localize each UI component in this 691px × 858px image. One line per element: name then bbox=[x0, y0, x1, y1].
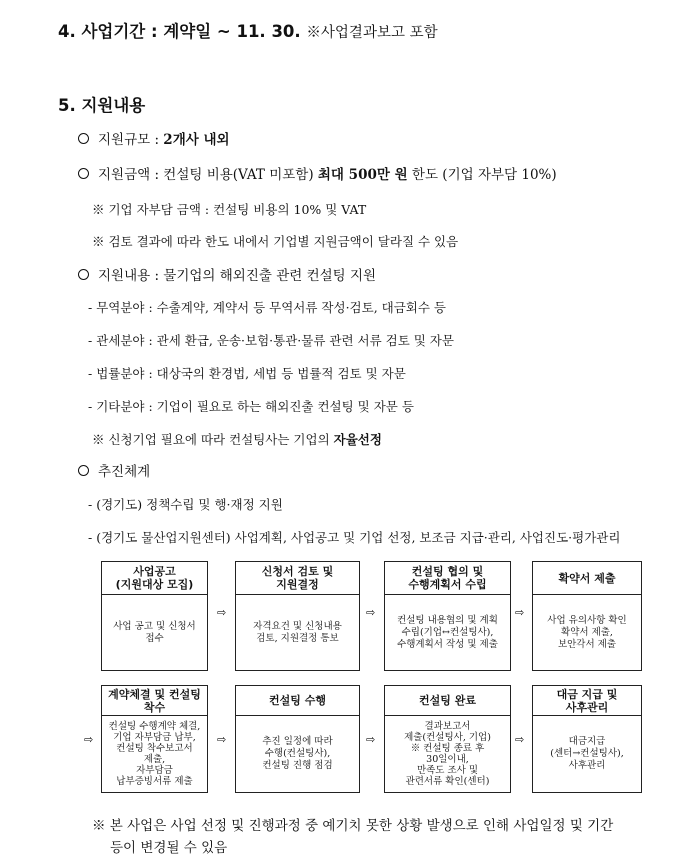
flow-arrow-icon: ⇨ bbox=[217, 606, 227, 619]
circle-bullet-icon bbox=[78, 133, 89, 144]
flow-arrow-icon: ⇨ bbox=[515, 606, 525, 619]
section-4-title: 4. 사업기간 : 계약일 ~ 11. 30. bbox=[58, 22, 301, 41]
flow-arrow-icon: ⇨ bbox=[515, 733, 525, 746]
support-scale-line: 지원규모 : 2개사 내외 bbox=[78, 128, 230, 148]
support-amount-max: 최대 500만 원 bbox=[317, 167, 408, 183]
section-4-heading bbox=[58, 18, 438, 42]
flow-box-execution: 컨설팅 수행 추진 일정에 따라 수행(컨설팅사), 컨설팅 진행 점검 bbox=[235, 685, 360, 793]
flow-box-completion: 컨설팅 완료 결과보고서 제출(컨설팅사, 기업) ※ 컨설팅 종료 후 30일이내, 만족도 조사 및 관련서류 확인(센터) bbox=[384, 685, 511, 793]
flow-box-contract: 계약체결 및 컨설팅 착수 컨설팅 수행계약 체결, 기업 자부담금 납부, 컨설팅 착수보고서 제출, 자부담금 납부증빙서류 제출 bbox=[101, 685, 208, 793]
field-etc: - 기타분야 : 기업이 필요로 하는 해외진출 컨설팅 및 자문 등 bbox=[88, 399, 414, 414]
flow-box-payment: 대금 지급 및 사후관리 대금지급 (센터→컨설팅사), 사후관리 bbox=[532, 685, 642, 793]
flow-arrow-icon: ⇨ bbox=[366, 606, 376, 619]
flow-box-pledge: 확약서 제출 사업 유의사항 확인 확약서 제출, 보안각서 제출 bbox=[532, 561, 642, 671]
section-4-note: ※사업결과보고 포함 bbox=[306, 25, 438, 41]
flow-arrow-icon: ⇨ bbox=[84, 733, 94, 746]
field-customs: - 관세분야 : 관세 환급, 운송·보험·통관·물류 관련 서류 검토 및 자문 bbox=[88, 333, 454, 348]
flow-box-planning: 컨설팅 협의 및 수행계획서 수립 컨설팅 내용협의 및 계획 수립(기업↔컨설팅사), 수행계획서 작성 및 제출 bbox=[384, 561, 511, 671]
field-trade: - 무역분야 : 수출계약, 계약서 등 무역서류 작성·검토, 대금회수 등 bbox=[88, 300, 446, 315]
footer-note-line-2: 등이 변경될 수 있음 bbox=[110, 840, 228, 856]
footer-note-line-1: ※ 본 사업은 사업 선정 및 진행과정 중 예기치 못한 상황 발생으로 인해 사업일정 및 기간 bbox=[92, 818, 614, 834]
flow-arrow-icon: ⇨ bbox=[217, 733, 227, 746]
system-item-province: - (경기도) 정책수립 및 행·재정 지원 bbox=[88, 497, 283, 512]
system-item-center: - (경기도 물산업지원센터) 사업계획, 사업공고 및 기업 선정, 보조금 지급·관리, 사업진도·평가관리 bbox=[88, 530, 621, 545]
support-content-line: 지원내용 : 물기업의 해외진출 관련 컨설팅 지원 bbox=[78, 264, 376, 284]
system-line: 추진체계 bbox=[78, 460, 150, 480]
circle-bullet-icon bbox=[78, 168, 89, 179]
flow-box-review: 신청서 검토 및 지원결정 자격요건 및 신청내용 검토, 지원결정 통보 bbox=[235, 561, 360, 671]
note-consultant-selection: ※ 신청기업 필요에 따라 컨설팅사는 기업의 자율선정 bbox=[92, 432, 382, 447]
flow-box-announcement: 사업공고 (지원대상 모집) 사업 공고 및 신청서 접수 bbox=[101, 561, 208, 671]
section-5-title: 5. 지원내용 bbox=[58, 96, 146, 115]
note-self-pay: ※ 기업 자부담 금액 : 컨설팅 비용의 10% 및 VAT bbox=[92, 202, 367, 217]
circle-bullet-icon bbox=[78, 465, 89, 476]
field-law: - 법률분야 : 대상국의 환경법, 세법 등 법률적 검토 및 자문 bbox=[88, 366, 406, 381]
circle-bullet-icon bbox=[78, 269, 89, 280]
note-limit: ※ 검토 결과에 따라 한도 내에서 기업별 지원금액이 달라질 수 있음 bbox=[92, 234, 459, 249]
support-amount-line: 지원금액 : 컨설팅 비용(VAT 미포함) 최대 500만 원 한도 (기업 자부담 10%) bbox=[78, 163, 557, 183]
flow-arrow-icon: ⇨ bbox=[366, 733, 376, 746]
support-scale-value: 2개사 내외 bbox=[163, 132, 230, 148]
